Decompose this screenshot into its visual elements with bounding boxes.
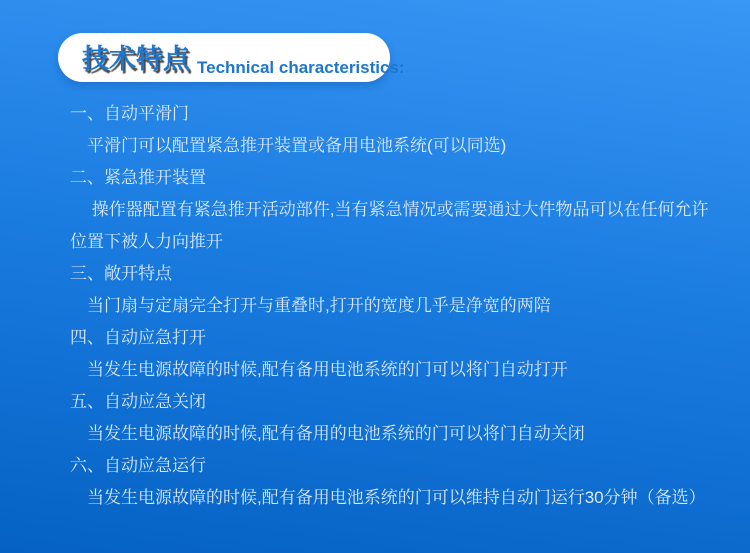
feature-line: 二、紧急推开装置	[70, 168, 206, 187]
feature-line: 六、自动应急运行	[70, 456, 206, 475]
feature-line: 位置下被人力向推开	[70, 232, 223, 251]
banner-title-en: Technical characteristics:	[197, 58, 405, 77]
feature-line: 三、敞开特点	[70, 264, 172, 283]
feature-line: 操作器配置有紧急推开活动部件,当有紧急情况或需要通过大件物品可以在任何允许	[70, 200, 709, 219]
title-banner	[58, 33, 405, 82]
feature-line: 四、自动应急打开	[70, 328, 206, 347]
feature-line: 一、自动平滑门	[70, 104, 189, 123]
feature-line: 五、自动应急关闭	[70, 392, 206, 411]
feature-list	[70, 98, 742, 514]
feature-line: 当发生电源故障的时候,配有备用电池系统的门可以将门自动打开	[70, 360, 568, 379]
feature-line: 当门扇与定扇完全打开与重叠时,打开的宽度几乎是净宽的两陪	[70, 296, 551, 315]
feature-line: 平滑门可以配置紧急推开装置或备用电池系统(可以同选)	[70, 136, 507, 155]
feature-line: 当发生电源故障的时候,配有备用的电池系统的门可以将门自动关闭	[70, 424, 585, 443]
banner-title-cn: 技术特点	[82, 44, 190, 74]
feature-line: 当发生电源故障的时候,配有备用电池系统的门可以维持自动门运行30分钟（备选）	[70, 488, 706, 507]
